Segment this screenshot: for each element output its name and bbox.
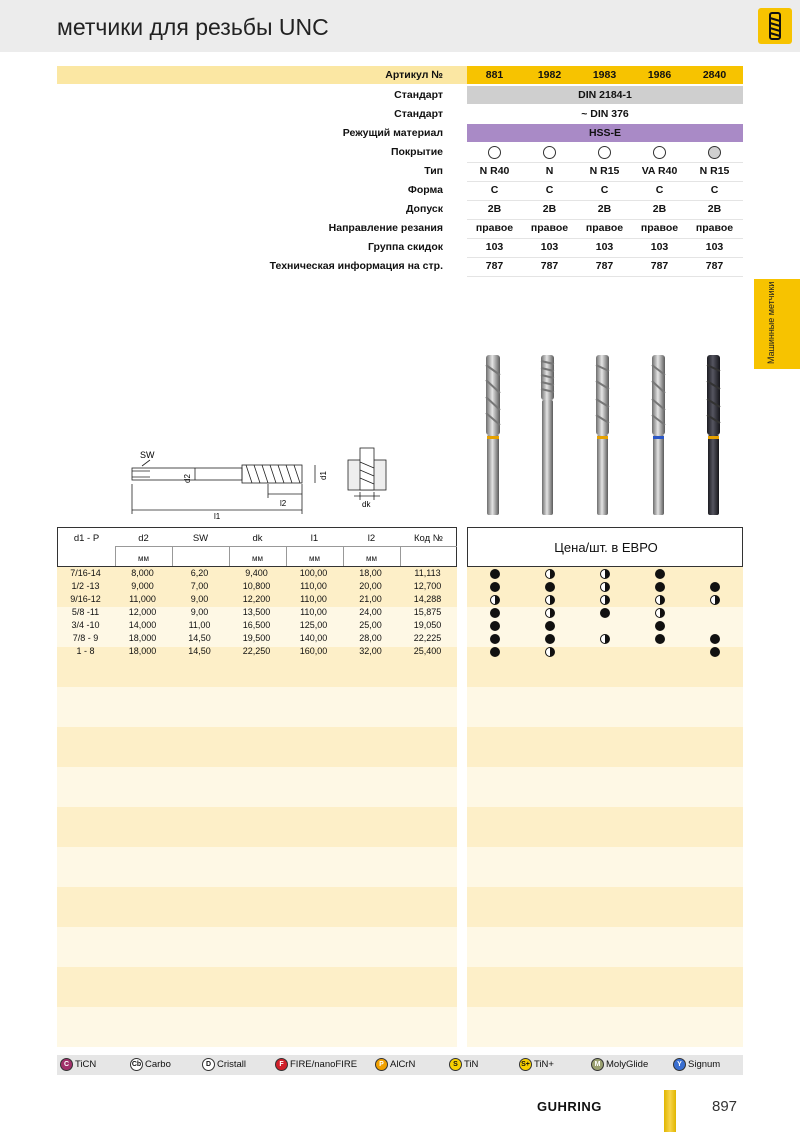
spec-value: 787	[650, 260, 669, 272]
tap-image-2840	[707, 355, 720, 515]
price-header-label: Цена/шт. в ЕВРО	[554, 540, 658, 555]
table-cell: 20,00	[359, 581, 382, 591]
available-dot-icon	[545, 634, 555, 644]
spec-value: N R15	[589, 165, 620, 177]
table-cell: 28,00	[359, 633, 382, 643]
available-dot-icon	[655, 582, 665, 592]
spec-value: 2B	[597, 203, 612, 215]
legend-item	[60, 1058, 96, 1072]
coating-badge-icon: C	[60, 1058, 73, 1071]
table-cell: 125,00	[299, 620, 328, 630]
spec-row-coating	[57, 143, 743, 161]
on-request-dot-icon	[545, 647, 555, 657]
side-tab-label: Машинные метчики	[766, 281, 776, 364]
spec-value: 2B	[652, 203, 667, 215]
table-cell: 14,50	[188, 646, 211, 656]
coating-badge-icon: S+	[519, 1058, 532, 1071]
spec-row-standard-1	[57, 86, 743, 104]
table-cell: 19,500	[242, 633, 271, 643]
col-header: d1 - P	[73, 533, 100, 544]
spec-value: C	[710, 184, 719, 196]
label-l1: l1	[214, 512, 221, 520]
tap-dimension-drawing	[120, 440, 400, 520]
table-cell: 12,000	[128, 607, 157, 617]
table-cell: 18,00	[359, 568, 382, 578]
table-cell: 19,050	[413, 620, 442, 630]
legend-item	[673, 1058, 720, 1072]
spec-row-techinfo	[57, 257, 743, 275]
col-unit: мм	[252, 554, 263, 563]
table-cell: 7/16-14	[70, 568, 101, 578]
col-header: d2	[138, 533, 149, 544]
table-cell: 11,00	[188, 620, 211, 630]
legend-item	[275, 1058, 357, 1072]
article-2840: 2840	[702, 69, 727, 81]
label-d1: d1	[319, 471, 328, 480]
legend-label: Signum	[688, 1059, 721, 1071]
table-cell: 5/8 -11	[71, 607, 100, 617]
on-request-dot-icon	[545, 608, 555, 618]
spec-value: 787	[540, 260, 559, 272]
label-dk: dk	[362, 500, 371, 509]
table-cell: 3/4 -10	[71, 620, 100, 630]
table-cell: 9,400	[245, 568, 268, 578]
on-request-dot-icon	[545, 569, 555, 579]
on-request-dot-icon	[600, 634, 610, 644]
coating-badge-icon: M	[591, 1058, 604, 1071]
legend-item	[375, 1058, 415, 1072]
table-cell: 22,225	[413, 633, 442, 643]
table-cell: 14,288	[413, 594, 442, 604]
legend-label: TiCN	[75, 1059, 97, 1071]
available-dot-icon	[490, 621, 500, 631]
table-cell: 110,00	[300, 594, 327, 604]
spec-label: Стандарт	[394, 89, 443, 101]
available-dot-icon	[710, 582, 720, 592]
spec-value: правое	[695, 222, 734, 234]
spec-value: 787	[705, 260, 724, 272]
legend-label: Carbo	[145, 1059, 171, 1071]
label-l2: l2	[280, 499, 287, 508]
spec-span-value: DIN 2184-1	[467, 86, 743, 104]
table-cell: 110,00	[300, 607, 327, 617]
table-cell: 6,20	[190, 568, 209, 578]
spec-label: Направление резания	[328, 222, 443, 234]
table-cell: 25,00	[359, 620, 382, 630]
spec-value: 103	[650, 241, 669, 253]
spec-label: Стандарт	[394, 108, 443, 120]
legend-label: Cristall	[217, 1059, 247, 1071]
col-header: l1	[310, 533, 319, 544]
col-unit: мм	[309, 554, 320, 563]
available-dot-icon	[655, 569, 665, 579]
spec-row-discount	[57, 238, 743, 256]
spec-row-material	[57, 124, 743, 142]
spec-span-value: ~ DIN 376	[581, 108, 629, 120]
table-row	[57, 568, 457, 579]
spec-label: Форма	[407, 184, 443, 196]
col-header: dk	[252, 533, 263, 544]
spec-row-direction	[57, 219, 743, 237]
table-cell: 11,113	[414, 568, 441, 578]
on-request-dot-icon	[600, 595, 610, 605]
on-request-dot-icon	[490, 595, 500, 605]
coating-badge-icon: F	[275, 1058, 288, 1071]
legend-label: TiN+	[534, 1059, 554, 1071]
spec-value: 103	[540, 241, 559, 253]
coating-badge-icon: Cb	[130, 1058, 143, 1071]
col-header: Код №	[414, 533, 443, 544]
footer-accent-bar	[664, 1090, 676, 1132]
on-request-dot-icon	[710, 595, 720, 605]
spec-row-tolerance	[57, 200, 743, 218]
page-number: 897	[712, 1098, 738, 1115]
available-dot-icon	[655, 634, 665, 644]
legend-item	[519, 1058, 554, 1072]
dimension-table	[57, 527, 457, 1047]
spec-value: N R40	[479, 165, 510, 177]
table-cell: 18,000	[128, 633, 157, 643]
available-dot-icon	[490, 634, 500, 644]
legend-item	[591, 1058, 648, 1072]
table-cell: 11,000	[129, 594, 156, 604]
spec-label: Режущий материал	[342, 127, 443, 139]
table-cell: 8,000	[131, 568, 154, 578]
table-row	[57, 646, 457, 657]
spec-value: правое	[475, 222, 514, 234]
spec-value: 2B	[707, 203, 722, 215]
legend-label: MolyGlide	[606, 1059, 649, 1071]
coating-legend	[57, 1055, 743, 1075]
spec-row-standard-2	[57, 105, 743, 123]
tap-image-1982	[541, 355, 554, 515]
spec-value: 2B	[542, 203, 557, 215]
spec-value: 787	[595, 260, 614, 272]
table-cell: 24,00	[359, 607, 382, 617]
spec-value: правое	[585, 222, 624, 234]
article-1983: 1983	[592, 69, 617, 81]
legend-label: AlCrN	[390, 1059, 416, 1071]
legend-item	[449, 1058, 478, 1072]
on-request-dot-icon	[545, 595, 555, 605]
spec-label: Артикул №	[385, 69, 443, 81]
coating-badge-icon: P	[375, 1058, 388, 1071]
tap-logo-icon	[758, 8, 792, 44]
table-cell: 140,00	[299, 633, 328, 643]
spec-value: N	[545, 165, 554, 177]
col-unit: мм	[366, 554, 377, 563]
table-cell: 14,000	[128, 620, 157, 630]
table-row	[57, 620, 457, 631]
available-dot-icon	[490, 569, 500, 579]
table-row	[57, 633, 457, 644]
table-cell: 110,00	[300, 581, 327, 591]
table-cell: 15,875	[413, 607, 442, 617]
spec-label: Покрытие	[390, 146, 443, 158]
spec-label: Допуск	[405, 203, 443, 215]
table-cell: 1 - 8	[76, 646, 95, 656]
article-1982: 1982	[537, 69, 562, 81]
table-cell: 9,00	[190, 594, 209, 604]
spec-value: 103	[485, 241, 504, 253]
spec-value: 787	[485, 260, 504, 272]
spec-value: C	[545, 184, 554, 196]
table-row	[57, 594, 457, 605]
coating-none-icon	[522, 143, 577, 161]
section-side-tab	[754, 279, 800, 369]
spec-value: N R15	[699, 165, 730, 177]
col-header: l2	[367, 533, 376, 544]
spec-value: 2B	[487, 203, 502, 215]
table-cell: 32,00	[359, 646, 382, 656]
table-cell: 18,000	[128, 646, 157, 656]
on-request-dot-icon	[600, 582, 610, 592]
available-dot-icon	[600, 608, 610, 618]
table-cell: 12,200	[242, 594, 271, 604]
page-title: метчики для резьбы UNC	[57, 14, 329, 40]
table-cell: 10,800	[242, 581, 271, 591]
available-dot-icon	[490, 647, 500, 657]
table-cell: 7/8 - 9	[72, 633, 99, 643]
available-dot-icon	[490, 608, 500, 618]
col-header: SW	[192, 533, 209, 544]
spec-label: Техническая информация на стр.	[269, 260, 443, 272]
spec-value: VA R40	[641, 165, 678, 177]
article-1986: 1986	[647, 69, 672, 81]
coating-grey-icon	[687, 143, 742, 161]
col-unit: мм	[138, 554, 149, 563]
legend-label: FIRE/nanoFIRE	[290, 1059, 358, 1071]
available-dot-icon	[490, 582, 500, 592]
table-cell: 7,00	[190, 581, 209, 591]
spec-label: Группа скидок	[368, 241, 443, 253]
table-row	[57, 581, 457, 592]
available-dot-icon	[710, 634, 720, 644]
table-row	[57, 607, 457, 618]
available-dot-icon	[545, 582, 555, 592]
tap-image-1986	[652, 355, 665, 515]
legend-item	[202, 1058, 246, 1072]
spec-row-article	[57, 66, 743, 84]
table-cell: 22,250	[242, 646, 271, 656]
table-cell: 14,50	[188, 633, 211, 643]
coating-badge-icon: S	[449, 1058, 462, 1071]
tap-product-images	[470, 355, 740, 520]
table-cell: 13,500	[242, 607, 271, 617]
table-cell: 9,000	[131, 581, 154, 591]
spec-value: C	[490, 184, 499, 196]
legend-item	[130, 1058, 171, 1072]
price-table-header	[467, 527, 743, 567]
table-cell: 9,00	[190, 607, 209, 617]
on-request-dot-icon	[655, 608, 665, 618]
available-dot-icon	[655, 621, 665, 631]
spec-value: 103	[705, 241, 724, 253]
label-d2: d2	[183, 474, 192, 483]
tap-image-881	[486, 355, 500, 515]
available-dot-icon	[710, 647, 720, 657]
tap-image-1983	[596, 355, 609, 515]
table-cell: 25,400	[413, 646, 442, 656]
coating-badge-icon: Y	[673, 1058, 686, 1071]
spec-value: правое	[640, 222, 679, 234]
spec-value: C	[655, 184, 664, 196]
page-header	[0, 0, 800, 52]
spec-row-type	[57, 162, 743, 180]
article-881: 881	[485, 69, 504, 81]
on-request-dot-icon	[655, 595, 665, 605]
price-table	[467, 527, 743, 1047]
table-cell: 12,700	[413, 581, 442, 591]
coating-none-icon	[577, 143, 632, 161]
brand-logo: GUHRING	[537, 1099, 602, 1114]
table-cell: 21,00	[359, 594, 382, 604]
spec-row-form	[57, 181, 743, 199]
table-cell: 1/2 -13	[71, 581, 100, 591]
table-cell: 160,00	[299, 646, 328, 656]
available-dot-icon	[545, 621, 555, 631]
table-cell: 9/16-12	[70, 594, 101, 604]
table-cell: 100,00	[299, 568, 328, 578]
dimension-table-header	[57, 527, 457, 567]
spec-label: Тип	[424, 165, 443, 177]
coating-badge-icon: D	[202, 1058, 215, 1071]
coating-none-icon	[467, 143, 522, 161]
on-request-dot-icon	[600, 569, 610, 579]
spec-value: 103	[595, 241, 614, 253]
spec-value: C	[600, 184, 609, 196]
spec-value: правое	[530, 222, 569, 234]
label-sw: SW	[140, 450, 155, 460]
table-cell: 16,500	[242, 620, 271, 630]
spec-span-value: HSS-E	[467, 124, 743, 142]
legend-label: TiN	[464, 1059, 479, 1071]
coating-none-icon	[632, 143, 687, 161]
